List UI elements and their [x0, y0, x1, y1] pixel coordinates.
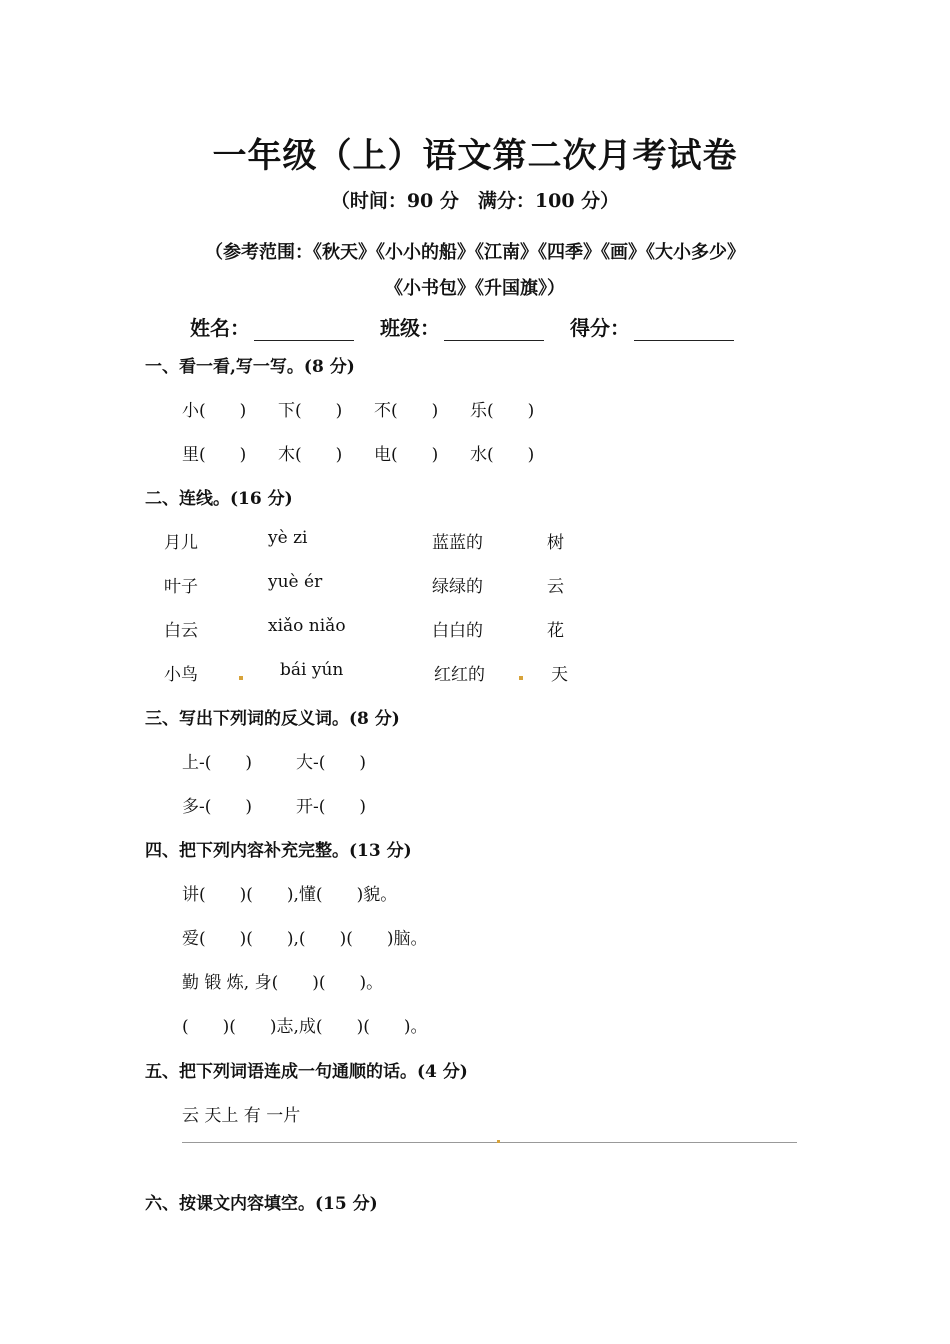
section-5-heading: 五、把下列词语连成一句通顺的话。(4 分)	[145, 1062, 468, 1082]
match-adjective[interactable]: 蓝蓝的	[432, 533, 483, 553]
section-3-heading: 三、写出下列词的反义词。(8 分)	[145, 709, 400, 729]
s1-item[interactable]: 水( )	[470, 445, 535, 465]
section-2-heading: 二、连线。(16 分)	[145, 489, 293, 509]
antonym-item[interactable]: 上-( )	[182, 753, 253, 773]
fill-line[interactable]: 勤 锻 炼, 身( )( )。	[182, 973, 384, 993]
match-adjective[interactable]: 白白的	[432, 621, 483, 641]
fill-line[interactable]: 讲( )( ),懂( )貌。	[182, 885, 398, 905]
class-field[interactable]	[380, 312, 544, 341]
name-field[interactable]	[190, 312, 354, 341]
reference-scope-line2: 《小书包》《升国旗》）	[385, 278, 565, 299]
antonym-item[interactable]: 开-( )	[296, 797, 367, 817]
score-label: 得分：	[570, 316, 630, 340]
answer-line[interactable]	[182, 1142, 797, 1143]
score-blank[interactable]	[634, 320, 734, 341]
class-label: 班级：	[380, 316, 440, 340]
match-word[interactable]: 白云	[164, 621, 198, 641]
section-1-heading: 一、看一看,写一写。(8 分)	[145, 357, 355, 377]
class-blank[interactable]	[444, 320, 544, 341]
fill-line[interactable]: 爱( )( ),( )( )脑。	[182, 929, 428, 949]
s1-item[interactable]: 不( )	[374, 401, 439, 421]
s1-item[interactable]: 乐( )	[470, 401, 535, 421]
reference-scope-line1: （参考范围：《秋天》《小小的船》《江南》《四季》《画》《大小多少》	[205, 242, 745, 263]
section-6-heading: 六、按课文内容填空。(15 分)	[145, 1194, 378, 1214]
match-pinyin[interactable]: xiǎo niǎo	[268, 616, 346, 636]
match-word[interactable]: 月儿	[164, 533, 198, 553]
s1-item[interactable]: 里( )	[182, 445, 247, 465]
decorative-dot	[497, 1140, 500, 1143]
sentence-words: 云 天上 有 一片	[182, 1106, 301, 1126]
match-noun[interactable]: 天	[551, 665, 568, 685]
s1-item[interactable]: 电( )	[374, 445, 439, 465]
name-blank[interactable]	[254, 320, 354, 341]
match-pinyin[interactable]: yè zi	[268, 528, 308, 548]
match-noun[interactable]: 云	[547, 577, 564, 597]
s1-item[interactable]: 木( )	[278, 445, 343, 465]
antonym-item[interactable]: 大-( )	[296, 753, 367, 773]
match-noun[interactable]: 花	[547, 621, 564, 641]
name-label: 姓名：	[190, 316, 250, 340]
match-adjective[interactable]: 绿绿的	[432, 577, 483, 597]
antonym-item[interactable]: 多-( )	[182, 797, 253, 817]
match-pinyin[interactable]: yuè ér	[268, 572, 323, 592]
decorative-dot	[239, 676, 243, 680]
match-word[interactable]: 小鸟	[164, 665, 198, 685]
section-4-heading: 四、把下列内容补充完整。(13 分)	[145, 841, 412, 861]
page-title: 一年级（上）语文第二次月考试卷	[212, 136, 738, 176]
score-field[interactable]	[570, 312, 734, 341]
s1-item[interactable]: 小( )	[182, 401, 247, 421]
exam-time-score: （时间：90 分 满分：100 分）	[330, 190, 620, 212]
s1-item[interactable]: 下( )	[278, 401, 343, 421]
decorative-dot	[519, 676, 523, 680]
match-word[interactable]: 叶子	[164, 577, 198, 597]
match-pinyin[interactable]: bái yún	[280, 660, 344, 680]
match-adjective[interactable]: 红红的	[434, 665, 485, 685]
match-noun[interactable]: 树	[547, 533, 564, 553]
fill-line[interactable]: ( )( )志,成( )( )。	[182, 1017, 428, 1037]
